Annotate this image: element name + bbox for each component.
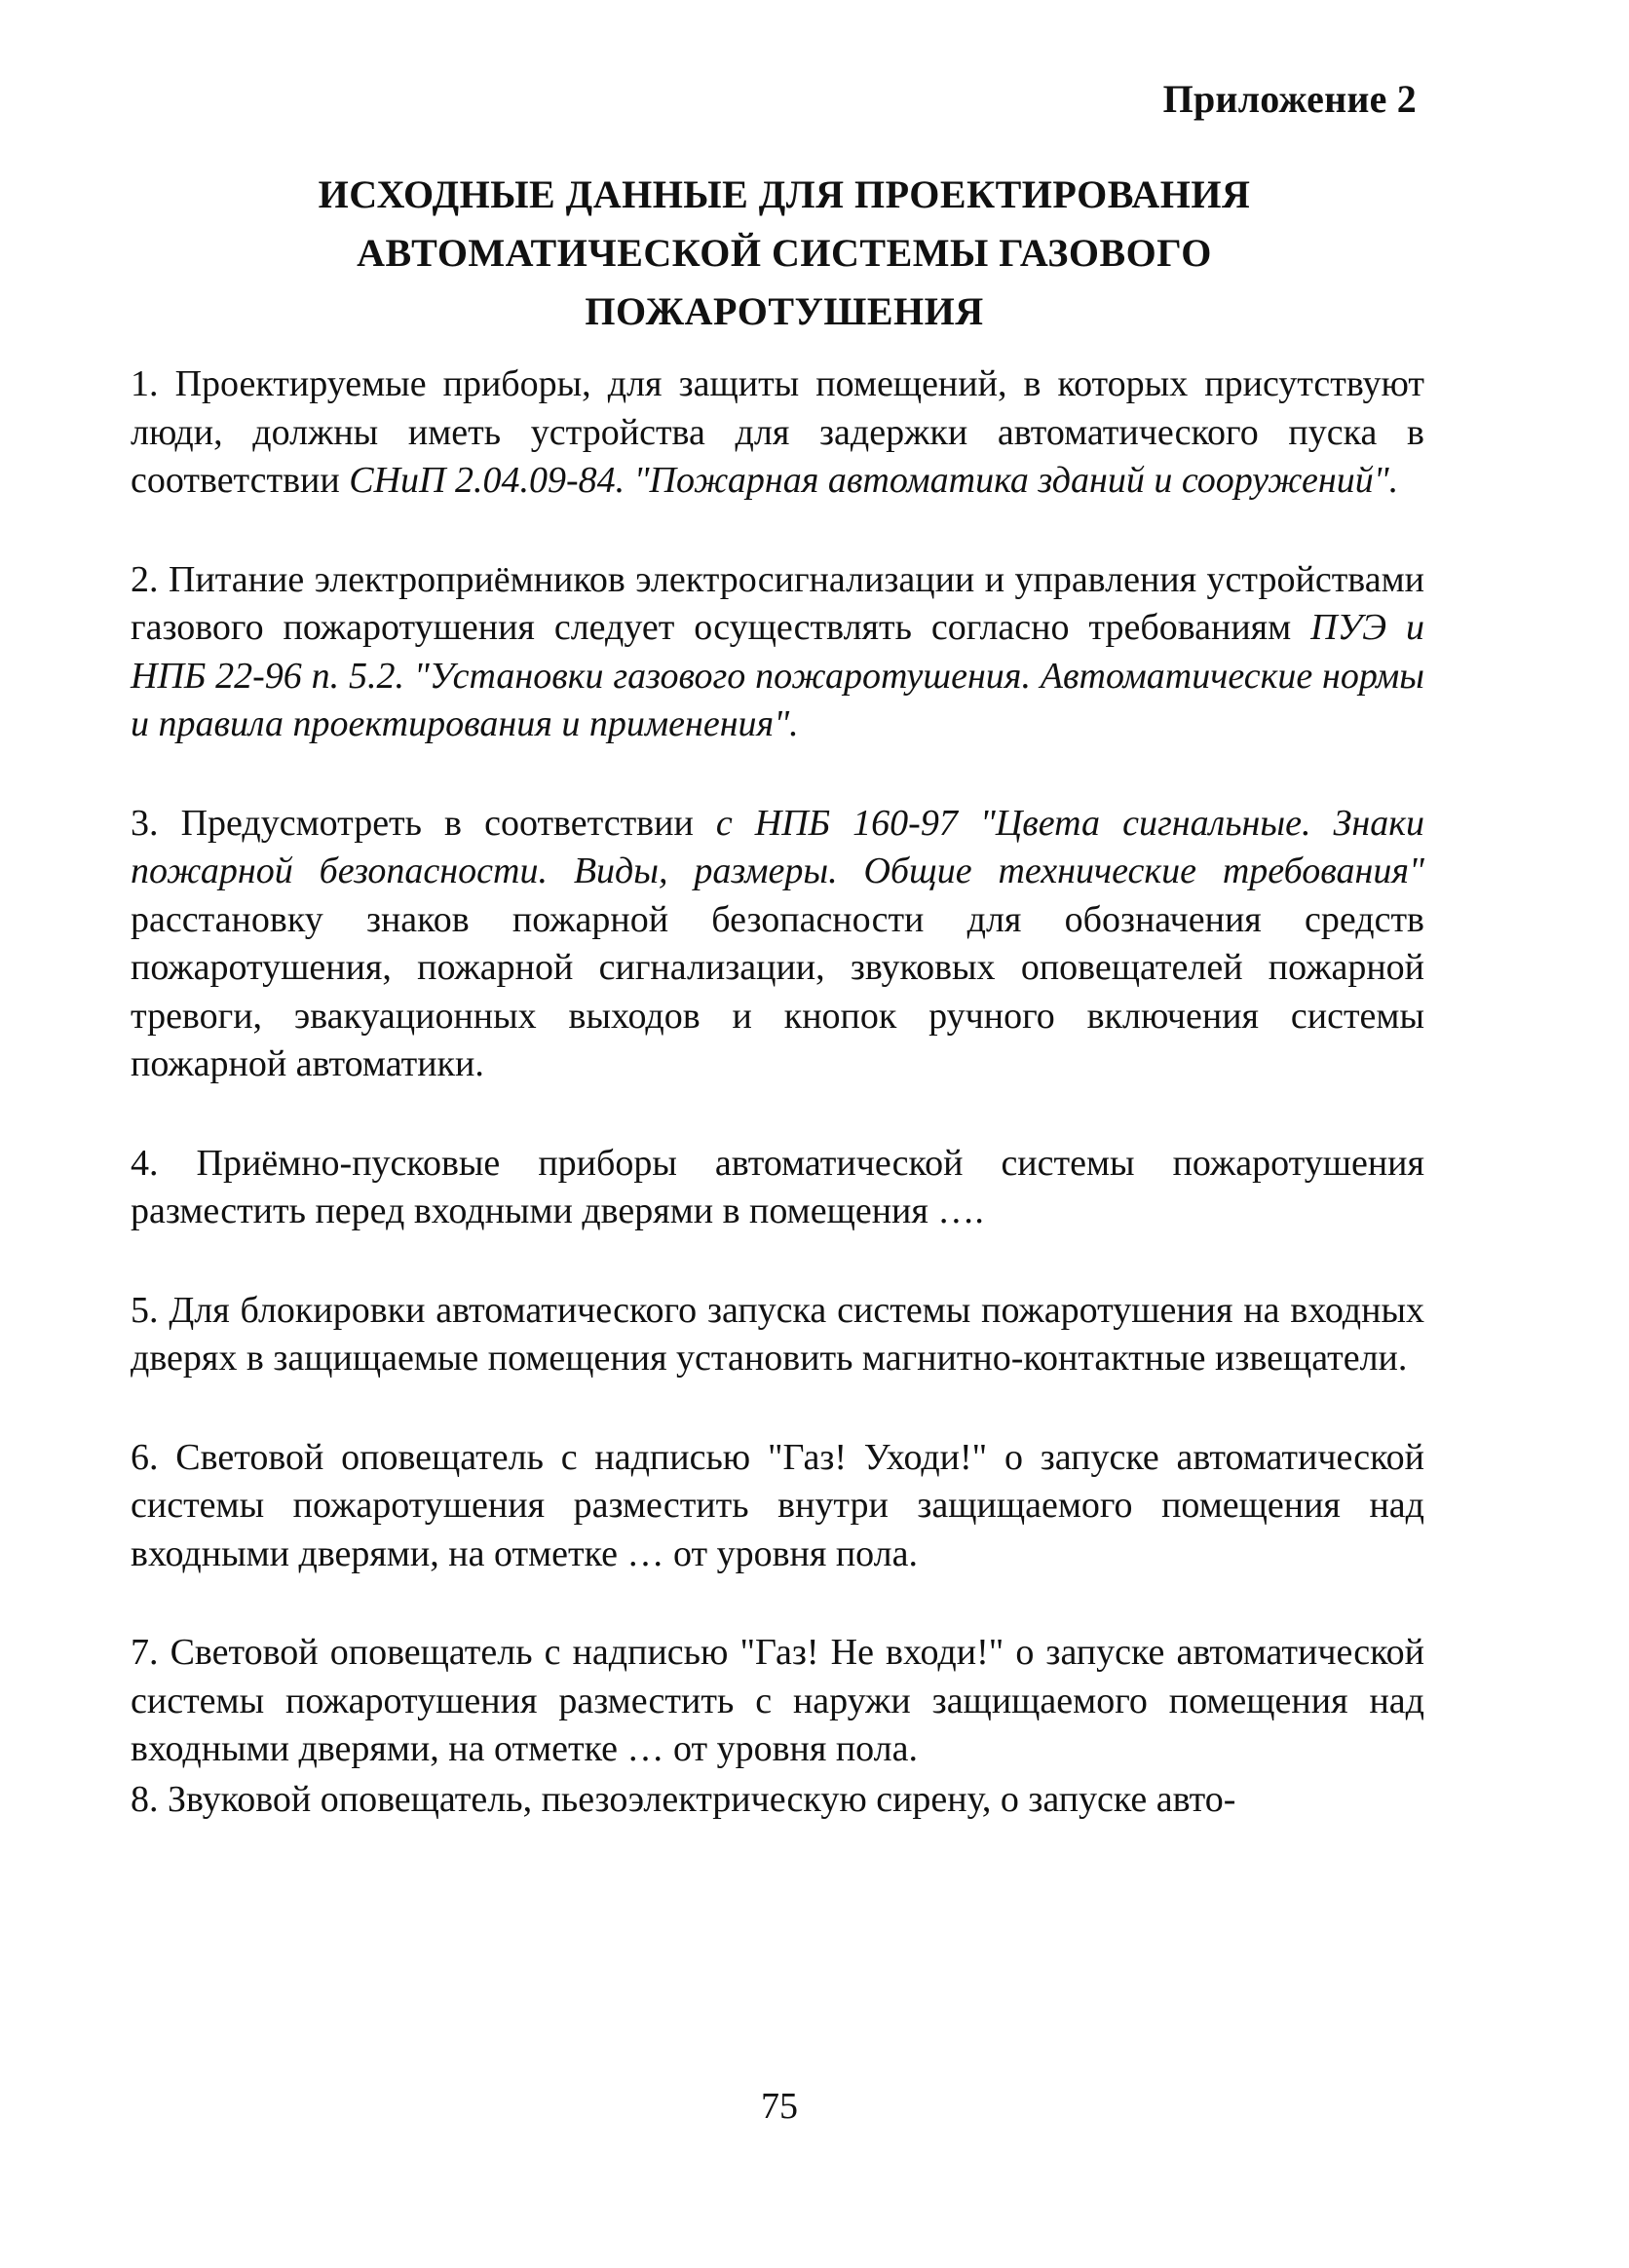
paragraph-4: [131, 1140, 1424, 1236]
document-title: [175, 166, 1393, 341]
appendix-label: Приложение 2: [1162, 77, 1417, 121]
paragraph-text: 6. Световой оповещатель с надписью "Газ! Уходи!" о запуске автоматической системы пожаротушения разместить внутри защищаемого помещения над входными дверями, на отметке … от уровня пола.: [131, 1436, 1424, 1574]
paragraph-text: 4. Приёмно-пусковые приборы автоматической системы пожаротушения разместить перед входными дверями в помещения ….: [131, 1142, 1424, 1231]
title-line-3: ПОЖАРОТУШЕНИЯ: [585, 289, 984, 333]
paragraph-1: [131, 360, 1424, 506]
paragraph-text: 3. Предусмотреть в соответствии: [131, 802, 716, 844]
paragraph-text: 8. Звуковой оповещатель, пьезоэлектрическую сирену, о запуске авто-: [131, 1778, 1236, 1820]
paragraph-7: [131, 1629, 1424, 1774]
paragraph-reference: СНиП 2.04.09-84. "Пожарная автоматика зданий и сооружений".: [349, 460, 1399, 501]
paragraph-reference: с НПБ 160-97 "Цвета сигнальные. Знаки пожарной безопасности. Виды, размеры. Общие технические требования": [131, 802, 1424, 891]
paragraph-reference: ПУЭ и НПБ 22-96 п. 5.2. "Установки газового пожаротушения. Автоматические нормы и правила проектирования и применения".: [131, 607, 1424, 744]
page-number: 75: [761, 2086, 798, 2127]
paragraph-text: 2. Питание электроприёмников электросигнализации и управления устройствами газового пожаротушения следует осуществлять согласно требованиям: [131, 558, 1424, 648]
paragraph-2: [131, 556, 1424, 749]
document-body: [131, 360, 1424, 1874]
paragraph-text: 7. Световой оповещатель с надписью "Газ! Не входи!" о запуске автоматической системы пожаротушения разместить с наружи защищаемого помещения над входными дверями, на отметке … от уровня пола.: [131, 1632, 1424, 1769]
paragraph-6: [131, 1434, 1424, 1579]
paragraph-text: 5. Для блокировки автоматического запуска системы пожаротушения на входных дверях в защищаемые помещения установить магнитно-контактные извещатели.: [131, 1289, 1424, 1379]
paragraph-5: [131, 1287, 1424, 1383]
paragraph-text-continued: расстановку знаков пожарной безопасности для обозначения средств пожаротушения, пожарной сигнализации, звуковых оповещателей пожарной тревоги, эвакуационных выходов и кнопок ручного включения системы пожарной автоматики.: [131, 898, 1424, 1084]
title-line-1: ИСХОДНЫЕ ДАННЫЕ ДЛЯ ПРОЕКТИРОВАНИЯ: [318, 172, 1251, 216]
title-line-2: АВТОМАТИЧЕСКОЙ СИСТЕМЫ ГАЗОВОГО: [357, 231, 1212, 275]
paragraph-3: [131, 800, 1424, 1089]
paragraph-8: [131, 1776, 1424, 1825]
paragraph-text: 1. Проектируемые приборы, для защиты помещений, в которых присутствуют люди, должны иметь устройства для задержки автоматического пуска в соответствии: [131, 363, 1424, 501]
